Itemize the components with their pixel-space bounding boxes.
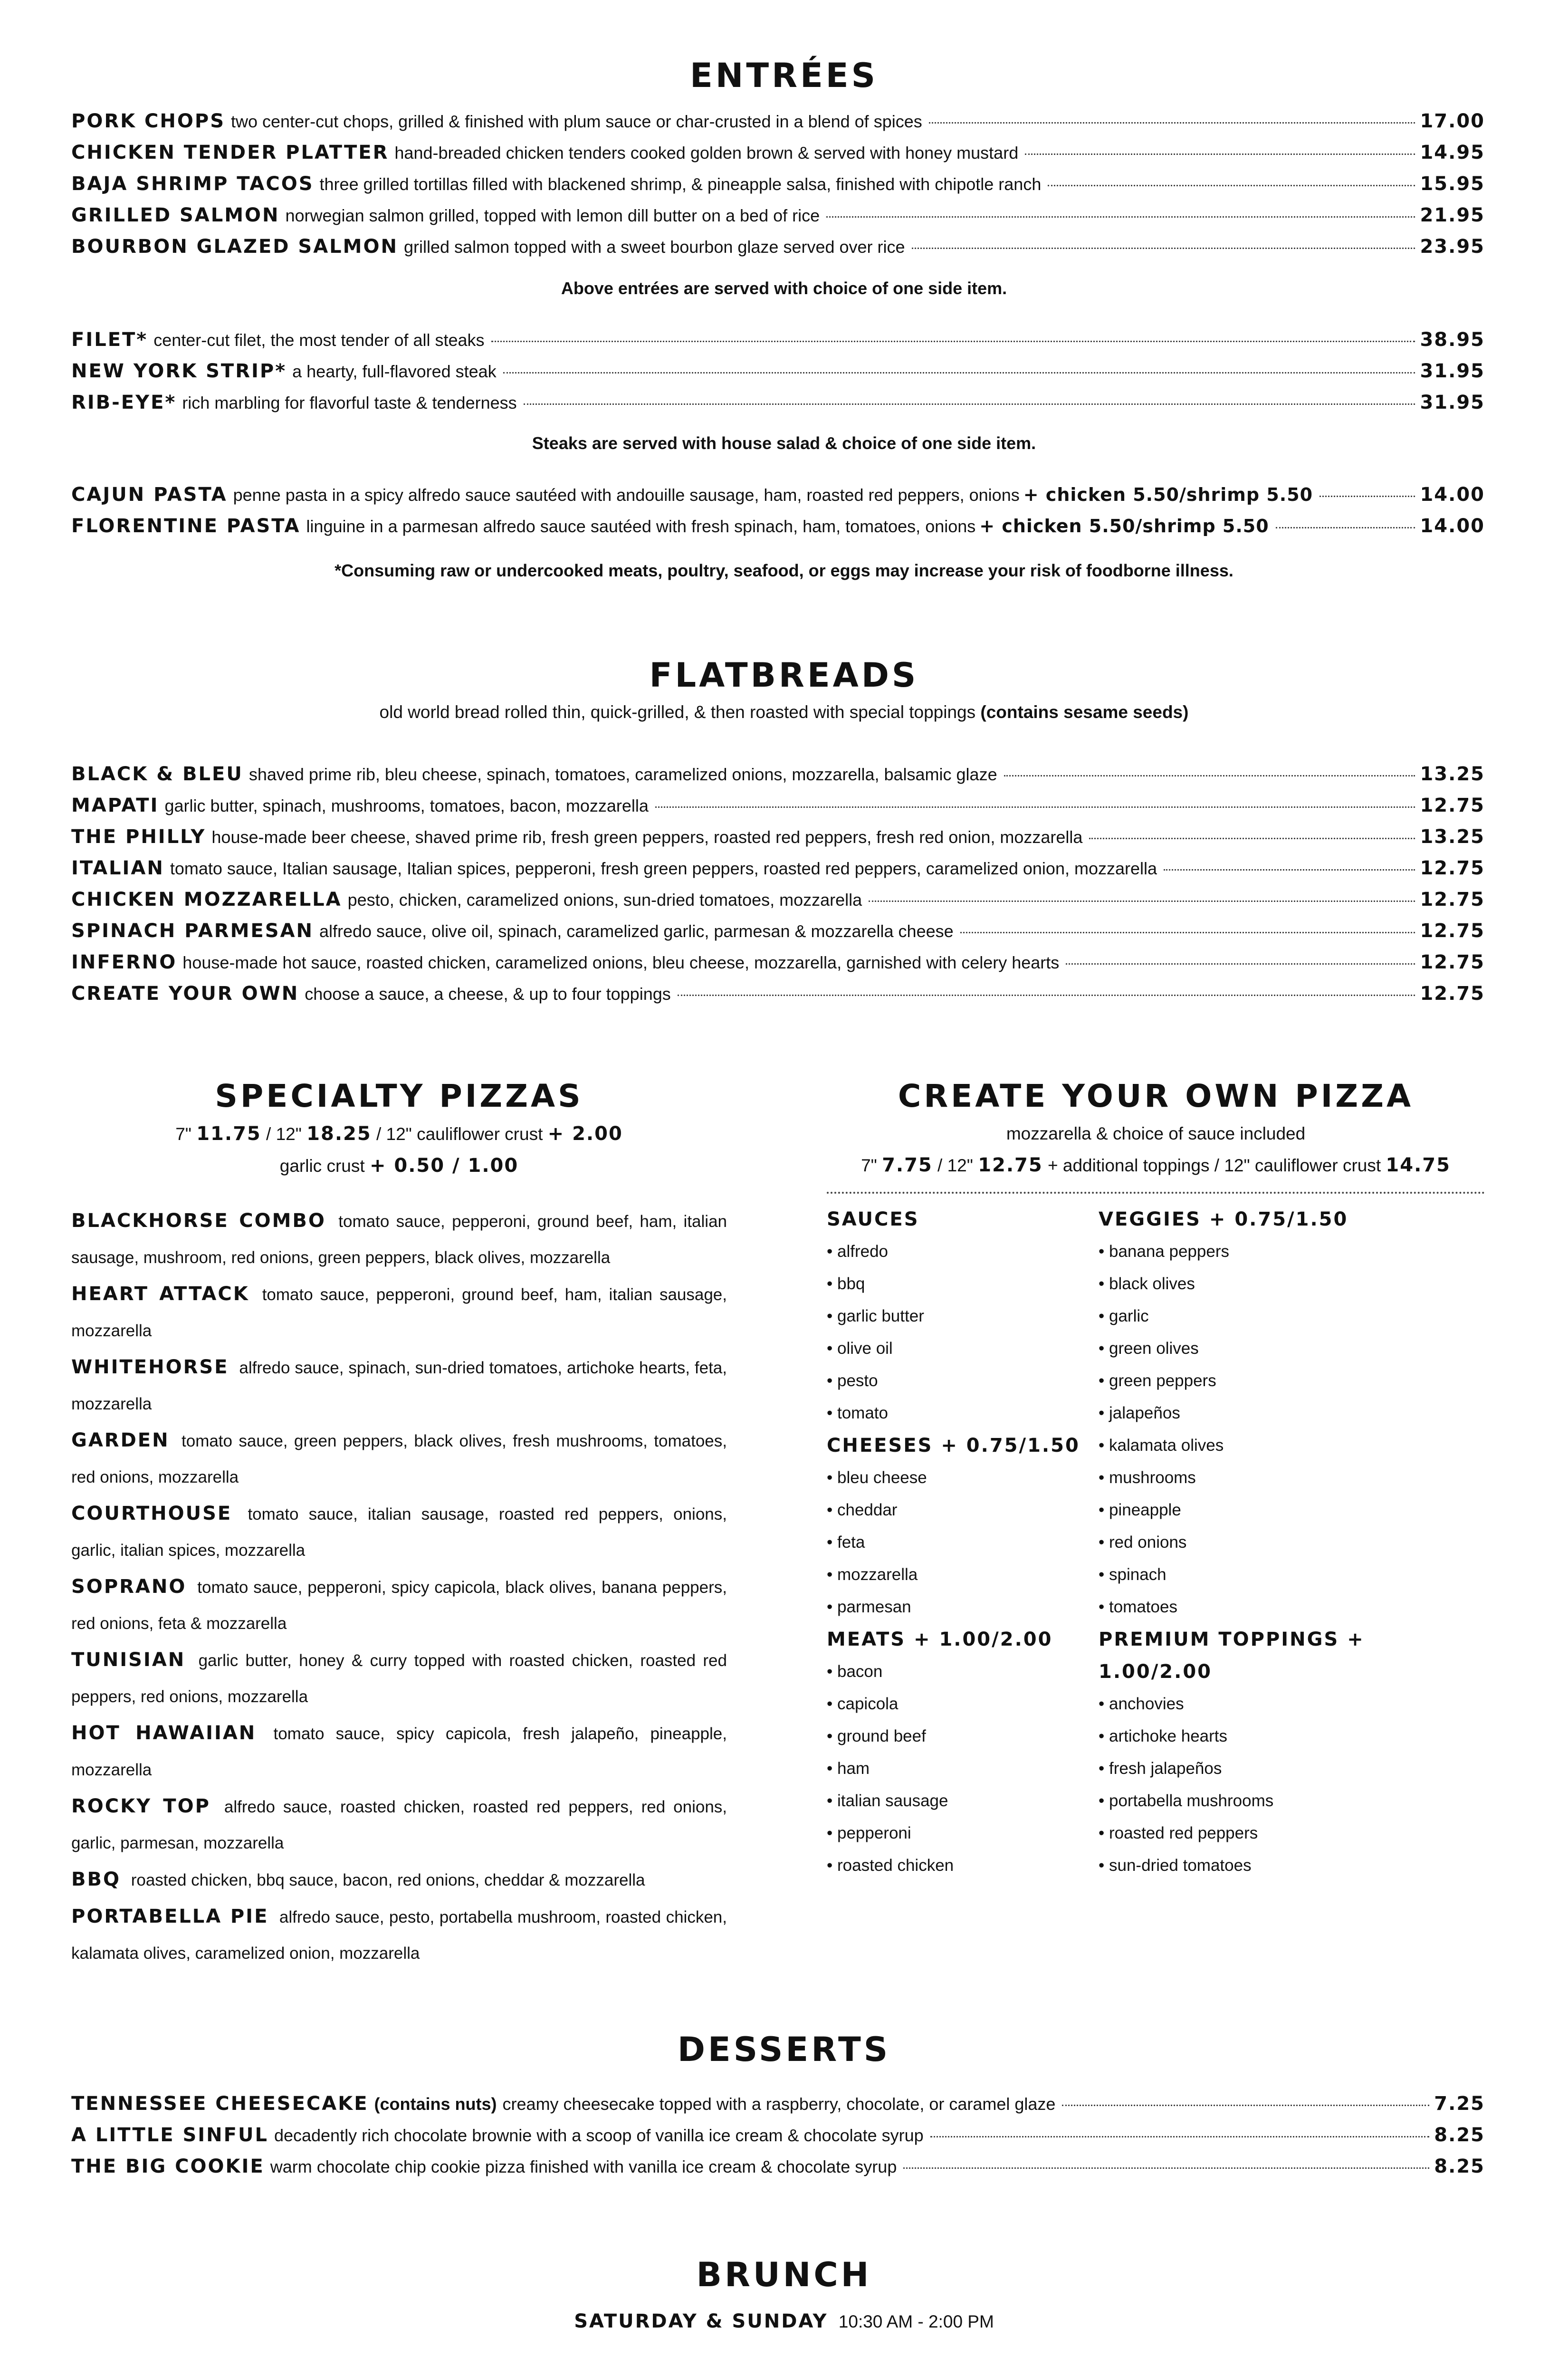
pizza-item	[71, 1495, 727, 1569]
dot-leader	[1025, 153, 1415, 155]
pizza-desc: tomato sauce, italian sausage, roasted red peppers, onions, garlic, italian spices, mozzarella	[71, 1505, 727, 1560]
brunch-time: 10:30 AM - 2:00 PM	[838, 2312, 994, 2331]
pizza-item	[71, 1276, 727, 1349]
sauce-option: • pesto	[827, 1371, 878, 1390]
item-desc: alfredo sauce, olive oil, spinach, caramelized garlic, parmesan & mozzarella cheese	[319, 921, 954, 941]
item-desc: garlic butter, spinach, mushrooms, tomatoes, bacon, mozzarella	[164, 796, 649, 815]
item-name: FLORENTINE PASTA	[71, 515, 301, 537]
item-desc: creamy cheesecake topped with a raspberry, chocolate, or caramel glaze	[502, 2094, 1056, 2114]
item-price: 38.95	[1420, 329, 1485, 351]
menu-item	[71, 983, 1485, 1005]
pizza-desc: tomato sauce, pepperoni, spicy capicola, black olives, banana peppers, red onions, feta & mozzarella	[71, 1578, 727, 1633]
sauces-heading: SAUCES	[827, 1208, 919, 1230]
desserts-title: DESSERTS	[677, 2030, 891, 2069]
pizza-desc: alfredo sauce, pesto, portabella mushroom, roasted chicken, kalamata olives, caramelized onion, mozzarella	[71, 1908, 727, 1963]
item-desc: choose a sauce, a cheese, & up to four toppings	[305, 984, 671, 1004]
item-price: 8.25	[1434, 2124, 1485, 2146]
veggie-option: • tomatoes	[1099, 1598, 1177, 1616]
meat-option: • pepperoni	[827, 1824, 911, 1842]
item-name: CHICKEN TENDER PLATTER	[71, 142, 389, 163]
item-price: 12.75	[1420, 920, 1485, 942]
premium-option: • fresh jalapeños	[1099, 1759, 1222, 1778]
item-desc: three grilled tortillas filled with blackened shrimp, & pineapple salsa, finished with chipotle ranch	[319, 174, 1042, 194]
item-desc: center-cut filet, the most tender of all steaks	[153, 330, 485, 350]
menu-item	[71, 857, 1485, 879]
item-price: 12.75	[1420, 983, 1485, 1005]
premium-toppings-heading: PREMIUM TOPPINGS + 1.00/2.00	[1099, 1629, 1365, 1683]
dot-leader	[524, 403, 1415, 405]
item-price: 8.25	[1434, 2156, 1485, 2177]
dot-leader	[491, 341, 1415, 342]
item-price: 14.00	[1420, 515, 1485, 537]
pizza-item	[71, 1788, 727, 1861]
premium-option: • artichoke hearts	[1099, 1727, 1228, 1745]
item-name: CREATE YOUR OWN	[71, 983, 299, 1005]
price-12: 18.25	[306, 1123, 372, 1145]
pizza-item	[71, 1642, 727, 1715]
item-desc: house-made beer cheese, shaved prime rib, fresh green peppers, roasted red peppers, fresh red onion, mozzarella	[211, 827, 1083, 847]
dot-leader	[1004, 775, 1415, 776]
pizza-desc: alfredo sauce, spinach, sun-dried tomatoes, artichoke hearts, feta, mozzarella	[71, 1359, 727, 1413]
pizza-item	[71, 1898, 727, 1972]
cauliflower-crust-label: / 12" cauliflower crust	[376, 1124, 543, 1144]
veggie-option: • jalapeños	[1099, 1404, 1180, 1422]
item-name: FILET*	[71, 329, 148, 351]
pizza-item	[71, 1349, 727, 1422]
veggie-option: • green olives	[1099, 1339, 1199, 1358]
dot-leader	[869, 901, 1415, 902]
item-price: 13.25	[1420, 826, 1485, 848]
item-name: THE BIG COOKIE	[71, 2156, 265, 2177]
meat-option: • italian sausage	[827, 1792, 948, 1810]
pizza-name: GARDEN	[71, 1429, 170, 1451]
flatbreads-subtitle	[0, 702, 1568, 722]
item-addon-price: + chicken 5.50/shrimp 5.50	[979, 516, 1269, 537]
pizza-name: HOT HAWAIIAN	[71, 1722, 257, 1744]
item-desc: penne pasta in a spicy alfredo sauce sautéed with andouille sausage, ham, roasted red peppers, onions	[233, 485, 1020, 505]
veggie-option: • banana peppers	[1099, 1242, 1229, 1261]
menu-item	[71, 173, 1485, 195]
cheese-option: • parmesan	[827, 1598, 911, 1616]
pizza-item	[71, 1715, 727, 1788]
pizza-desc: roasted chicken, bbq sauce, bacon, red onions, cheddar & mozzarella	[131, 1871, 645, 1889]
item-price: 21.95	[1420, 204, 1485, 226]
dot-leader	[1066, 963, 1415, 965]
item-name: NEW YORK STRIP*	[71, 360, 287, 382]
menu-item	[71, 236, 1485, 258]
brunch-hours	[0, 2310, 1568, 2332]
dot-leader	[1319, 496, 1415, 497]
flatbreads-title: FLATBREADS	[649, 656, 919, 695]
sauce-option: • olive oil	[827, 1339, 893, 1358]
dot-leader	[1048, 185, 1415, 186]
pizza-name: BLACKHORSE COMBO	[71, 1210, 326, 1232]
create-your-own-title: CREATE YOUR OWN PIZZA	[898, 1078, 1414, 1114]
cheese-option: • cheddar	[827, 1501, 898, 1519]
item-name: TENNESSEE CHEESECAKE	[71, 2093, 369, 2115]
item-desc: decadently rich chocolate brownie with a scoop of vanilla ice cream & chocolate syrup	[274, 2126, 924, 2145]
item-desc: rich marbling for flavorful taste & tenderness	[182, 393, 517, 412]
pizza-name: HEART ATTACK	[71, 1283, 249, 1305]
meat-option: • roasted chicken	[827, 1856, 954, 1875]
size-12: / 12"	[266, 1124, 302, 1144]
meat-option: • bacon	[827, 1662, 883, 1681]
price-12: 12.75	[978, 1154, 1043, 1176]
allergen-note: (contains nuts)	[374, 2094, 497, 2114]
pizza-desc: tomato sauce, green peppers, black olives, fresh mushrooms, tomatoes, red onions, mozzarella	[71, 1432, 727, 1486]
menu-item	[71, 889, 1485, 910]
premium-option: • portabella mushrooms	[1099, 1792, 1274, 1810]
flatbreads-subtitle-text: old world bread rolled thin, quick-grilled, & then roasted with special toppings	[379, 702, 976, 722]
item-desc: linguine in a parmesan alfredo sauce sautéed with fresh spinach, ham, tomatoes, onions	[306, 517, 976, 536]
menu-item	[71, 2156, 1485, 2177]
pizza-name: PORTABELLA PIE	[71, 1906, 269, 1927]
price-7: 11.75	[196, 1123, 261, 1145]
dot-leader	[826, 216, 1415, 218]
sauce-option: • bbq	[827, 1274, 865, 1293]
menu-item	[71, 110, 1485, 132]
meat-option: • ham	[827, 1759, 870, 1778]
price-7: 7.75	[882, 1154, 933, 1176]
sauce-option: • garlic butter	[827, 1307, 924, 1325]
pizza-desc: tomato sauce, pepperoni, ground beef, ham, italian sausage, mozzarella	[71, 1285, 727, 1340]
dot-leader	[930, 2136, 1430, 2137]
sauce-option: • tomato	[827, 1404, 888, 1422]
pizza-desc: tomato sauce, pepperoni, ground beef, ham, italian sausage, mushroom, red onions, green peppers, black olives, mozzarella	[71, 1212, 727, 1267]
veggie-option: • black olives	[1099, 1274, 1195, 1293]
garlic-crust-label: garlic crust	[279, 1156, 365, 1176]
topping-column-left	[827, 1203, 1099, 1882]
pizza-item	[71, 1422, 727, 1495]
pizza-item	[71, 1569, 727, 1642]
meats-heading: MEATS + 1.00/2.00	[827, 1629, 1053, 1650]
allergen-note: (contains sesame seeds)	[980, 702, 1189, 722]
sauce-option: • alfredo	[827, 1242, 889, 1261]
veggie-option: • garlic	[1099, 1307, 1149, 1325]
item-price: 23.95	[1420, 236, 1485, 258]
pizza-desc: garlic butter, honey & curry topped with roasted chicken, roasted red peppers, red onions, mozzarella	[71, 1651, 727, 1706]
item-price: 12.75	[1420, 795, 1485, 816]
pizza-name: BBQ	[71, 1868, 121, 1890]
veggie-option: • red onions	[1099, 1533, 1187, 1552]
item-price: 31.95	[1420, 392, 1485, 413]
item-price: 31.95	[1420, 360, 1485, 382]
pizza-name: COURTHOUSE	[71, 1503, 232, 1524]
item-desc: tomato sauce, Italian sausage, Italian spices, pepperoni, fresh green peppers, roasted red peppers, caramelized onion, mozzarella	[170, 859, 1157, 878]
pizza-item	[71, 1203, 727, 1276]
item-price: 17.00	[1420, 110, 1485, 132]
item-name: BLACK & BLEU	[71, 763, 243, 785]
dot-leader	[912, 248, 1415, 249]
item-name: BOURBON GLAZED SALMON	[71, 236, 398, 258]
item-name: SPINACH PARMESAN	[71, 920, 314, 942]
create-your-own-column	[827, 1078, 1485, 1882]
size-7: 7"	[861, 1156, 877, 1175]
item-name: THE PHILLY	[71, 826, 206, 848]
menu-item	[71, 795, 1485, 816]
meat-option: • ground beef	[827, 1727, 926, 1745]
menu-item	[71, 392, 1485, 413]
entrees-title: ENTRÉES	[689, 56, 879, 95]
item-name: ITALIAN	[71, 857, 164, 879]
item-desc: shaved prime rib, bleu cheese, spinach, tomatoes, caramelized onions, mozzarella, balsamic glaze	[249, 765, 997, 784]
item-addon-price: + chicken 5.50/shrimp 5.50	[1023, 484, 1313, 505]
dot-leader	[960, 932, 1415, 933]
cyo-pricing	[827, 1150, 1485, 1181]
pizza-desc: alfredo sauce, roasted chicken, roasted red peppers, red onions, garlic, parmesan, mozzarella	[71, 1798, 727, 1852]
item-price: 12.75	[1420, 889, 1485, 910]
premium-option: • sun-dried tomatoes	[1099, 1856, 1252, 1875]
cheese-option: • feta	[827, 1533, 865, 1552]
menu-item	[71, 826, 1485, 848]
toppings-label: + additional toppings / 12" cauliflower crust	[1048, 1156, 1381, 1175]
dot-leader	[678, 995, 1415, 996]
pizza-name: TUNISIAN	[71, 1649, 186, 1671]
menu-item	[71, 2093, 1485, 2115]
specialty-pizzas-column	[71, 1078, 727, 1972]
cauliflower-crust-price: + 2.00	[547, 1123, 623, 1145]
item-name: GRILLED SALMON	[71, 204, 280, 226]
size-7: 7"	[175, 1124, 191, 1144]
menu-item	[71, 2124, 1485, 2146]
topping-column-right	[1099, 1203, 1485, 1882]
specialty-pricing	[71, 1118, 727, 1150]
cheese-option: • mozzarella	[827, 1565, 918, 1584]
item-price: 12.75	[1420, 857, 1485, 879]
menu-item	[71, 920, 1485, 942]
item-desc: norwegian salmon grilled, topped with lemon dill butter on a bed of rice	[285, 206, 820, 225]
veggies-heading: VEGGIES + 0.75/1.50	[1099, 1208, 1348, 1230]
topping-columns	[827, 1203, 1485, 1882]
item-price: 15.95	[1420, 173, 1485, 195]
size-12: / 12"	[937, 1156, 973, 1175]
veggie-option: • kalamata olives	[1099, 1436, 1224, 1455]
dot-leader	[1089, 838, 1415, 839]
item-desc: grilled salmon topped with a sweet bourbon glaze served over rice	[403, 237, 905, 257]
premium-option: • roasted red peppers	[1099, 1824, 1258, 1842]
veggie-option: • pineapple	[1099, 1501, 1181, 1519]
brunch-days: SATURDAY & SUNDAY	[574, 2310, 828, 2332]
item-price: 14.00	[1420, 484, 1485, 506]
menu-item	[71, 204, 1485, 226]
item-name: MAPATI	[71, 795, 159, 816]
item-name: A LITTLE SINFUL	[71, 2124, 268, 2146]
cheeses-heading: CHEESES + 0.75/1.50	[827, 1435, 1080, 1456]
item-name: INFERNO	[71, 951, 177, 973]
item-price: 12.75	[1420, 951, 1485, 973]
dot-leader	[655, 806, 1415, 808]
menu-item	[71, 142, 1485, 163]
food-safety-warning: *Consuming raw or undercooked meats, poultry, seafood, or eggs may increase your risk of foodborne illness.	[335, 561, 1233, 580]
menu-item	[71, 484, 1485, 506]
dot-leader	[1164, 869, 1415, 871]
item-name: CAJUN PASTA	[71, 484, 228, 506]
item-desc: warm chocolate chip cookie pizza finished with vanilla ice cream & chocolate syrup	[270, 2157, 897, 2176]
pizza-item	[71, 1861, 727, 1898]
menu-item	[71, 515, 1485, 537]
cheese-option: • bleu cheese	[827, 1468, 927, 1487]
pizza-desc: tomato sauce, spicy capicola, fresh jalapeño, pineapple, mozzarella	[71, 1725, 727, 1779]
menu-item	[71, 951, 1485, 973]
specialty-pizzas-title: SPECIALTY PIZZAS	[215, 1078, 583, 1114]
dot-leader	[1276, 527, 1415, 528]
brunch-title: BRUNCH	[696, 2255, 872, 2294]
item-desc: a hearty, full-flavored steak	[292, 362, 497, 381]
dot-leader	[503, 372, 1415, 374]
dot-leader	[903, 2167, 1429, 2169]
item-price: 14.95	[1420, 142, 1485, 163]
item-name: CHICKEN MOZZARELLA	[71, 889, 342, 910]
pizza-name: SOPRANO	[71, 1576, 187, 1598]
entrees-side-note: Above entrées are served with choice of one side item.	[561, 278, 1007, 298]
dot-leader	[1062, 2105, 1429, 2106]
dotted-divider	[827, 1192, 1485, 1194]
cyo-subtitle: mozzarella & choice of sauce included	[1006, 1124, 1306, 1143]
item-price: 7.25	[1434, 2093, 1485, 2115]
menu-item	[71, 763, 1485, 785]
premium-option: • anchovies	[1099, 1695, 1184, 1713]
menu-item	[71, 329, 1485, 351]
veggie-option: • spinach	[1099, 1565, 1166, 1584]
garlic-crust-price: + 0.50 / 1.00	[369, 1155, 519, 1177]
item-desc: house-made hot sauce, roasted chicken, caramelized onions, bleu cheese, mozzarella, garnished with celery hearts	[182, 953, 1060, 972]
garlic-crust-pricing	[71, 1150, 727, 1182]
steaks-side-note: Steaks are served with house salad & choice of one side item.	[532, 433, 1036, 453]
item-name: PORK CHOPS	[71, 110, 226, 132]
item-desc: pesto, chicken, caramelized onions, sun-dried tomatoes, mozzarella	[347, 890, 862, 910]
dot-leader	[929, 122, 1415, 124]
item-desc: hand-breaded chicken tenders cooked golden brown & served with honey mustard	[394, 143, 1019, 163]
item-name: BAJA SHRIMP TACOS	[71, 173, 314, 195]
veggie-option: • mushrooms	[1099, 1468, 1196, 1487]
item-desc: two center-cut chops, grilled & finished with plum sauce or char-crusted in a blend of spices	[231, 112, 922, 131]
pizza-name: WHITEHORSE	[71, 1356, 229, 1378]
specialty-pizza-list	[71, 1203, 727, 1972]
menu-item	[71, 360, 1485, 382]
pizza-name: ROCKY TOP	[71, 1795, 210, 1817]
veggie-option: • green peppers	[1099, 1371, 1216, 1390]
item-price: 13.25	[1420, 763, 1485, 785]
item-name: RIB-EYE*	[71, 392, 177, 413]
meat-option: • capicola	[827, 1695, 899, 1713]
cauliflower-crust-price: 14.75	[1386, 1154, 1451, 1176]
